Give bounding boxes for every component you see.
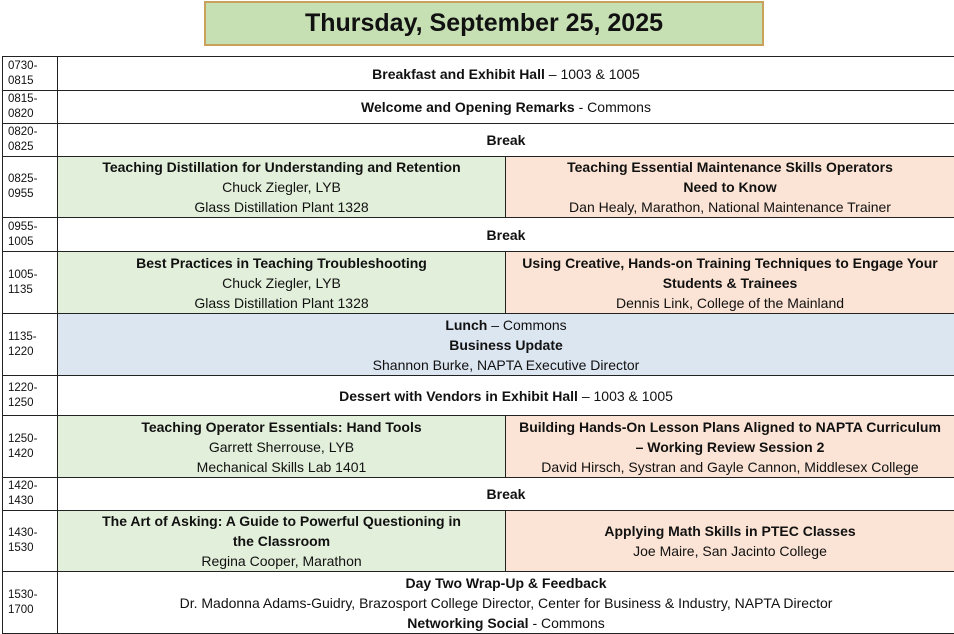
session-presenter: Dr. Madonna Adams-Guidry, Brazosport College Director, Center for Business & Industry, NAPTA Director	[179, 594, 833, 611]
time-end: 0825	[8, 141, 34, 153]
table-row	[3, 416, 954, 478]
session-title: The Art of Asking: A Guide to Powerful Questioning in	[102, 513, 461, 529]
time-cell	[3, 416, 58, 478]
session-presenter: Dennis Link, College of the Mainland	[615, 294, 845, 311]
page-title: Thursday, September 25, 2025	[204, 1, 764, 46]
time-end: 1135	[8, 283, 33, 296]
session-title-cont: – Working Review Session 2	[635, 438, 825, 455]
session-presenter: Dan Healy, Marathon, National Maintenance Trainer	[569, 199, 891, 215]
table-row	[3, 572, 954, 634]
table-row	[3, 376, 954, 416]
session-title-cont: Need to Know	[683, 179, 777, 195]
table-row	[3, 252, 954, 314]
session-title: Lunch	[445, 316, 488, 333]
time-end: 0955	[8, 188, 34, 200]
table-row	[3, 478, 954, 511]
time-start: 1220-	[8, 381, 38, 394]
time-end: 1700	[8, 603, 34, 616]
time-start: 1420-	[8, 480, 38, 492]
session-cell-left	[58, 416, 506, 478]
session-title: Using Creative, Hands-on Training Techniques to Engage Your	[522, 254, 938, 271]
session-cell-left	[58, 252, 506, 314]
time-cell	[3, 57, 58, 91]
time-end: 1220	[8, 345, 34, 358]
session-cell	[58, 57, 954, 91]
session-title: Building Hands-On Lesson Plans Aligned to NAPTA Curriculum	[519, 418, 941, 435]
session-cell-left	[58, 157, 506, 218]
table-row	[3, 124, 954, 157]
table-row	[3, 314, 954, 376]
session-title: Dessert with Vendors in Exhibit Hall	[339, 387, 578, 404]
session-title: Teaching Operator Essentials: Hand Tools	[141, 418, 422, 435]
time-end: 1530	[8, 542, 34, 554]
session-presenter: Chuck Ziegler, LYB	[222, 179, 341, 195]
session-subtitle: Networking Social	[407, 614, 529, 631]
time-end: 0815	[8, 74, 34, 87]
session-title-cont: Students & Trainees	[662, 274, 798, 291]
time-cell	[3, 252, 58, 314]
session-cell	[58, 314, 954, 376]
session-cell	[58, 572, 954, 634]
time-cell	[3, 511, 58, 572]
table-row	[3, 511, 954, 572]
session-cell-left	[58, 511, 506, 572]
time-cell	[3, 157, 58, 218]
time-end: 1430	[8, 495, 34, 507]
time-cell	[3, 218, 58, 252]
session-location: – 1003 & 1005	[577, 387, 673, 404]
time-start: 1530-	[8, 588, 38, 601]
session-presenter: Garrett Sherrouse, LYB	[208, 438, 355, 455]
break-cell	[58, 218, 954, 252]
session-title-cont: the Classroom	[232, 533, 331, 549]
break-cell	[58, 478, 954, 511]
schedule-table	[2, 56, 954, 634]
time-end: 1420	[8, 447, 34, 460]
session-location: Glass Distillation Plant 1328	[194, 294, 369, 311]
time-start: 0815-	[8, 93, 38, 105]
session-presenter: Regina Cooper, Marathon	[201, 553, 362, 569]
session-location: - Commons	[528, 614, 605, 631]
time-start: 1135-	[8, 330, 37, 343]
session-title: Applying Math Skills in PTEC Classes	[604, 523, 856, 539]
session-subtitle: Business Update	[449, 336, 563, 353]
time-start: 0730-	[8, 59, 38, 72]
time-end: 1250	[8, 396, 34, 409]
session-cell	[58, 376, 954, 416]
time-start: 0825-	[8, 173, 38, 185]
break-label: Break	[486, 132, 526, 148]
time-cell	[3, 572, 58, 634]
table-row	[3, 218, 954, 252]
session-location: - Commons	[574, 99, 651, 115]
session-cell-right	[506, 252, 954, 314]
time-cell	[3, 124, 58, 157]
session-title: Breakfast and Exhibit Hall	[372, 65, 545, 82]
time-end: 0820	[8, 108, 34, 120]
session-presenter: David Hirsch, Systran and Gayle Cannon, Middlesex College	[541, 458, 919, 475]
table-row	[3, 57, 954, 91]
session-cell-right	[506, 416, 954, 478]
time-end: 1005	[8, 235, 34, 248]
time-cell	[3, 478, 58, 511]
session-location: Mechanical Skills Lab 1401	[196, 458, 367, 475]
time-start: 0820-	[8, 126, 38, 138]
session-location: Glass Distillation Plant 1328	[194, 199, 369, 215]
session-title: Teaching Essential Maintenance Skills Operators	[567, 159, 893, 175]
time-start: 1250-	[8, 432, 38, 445]
time-start: 0955-	[8, 220, 38, 233]
break-label: Break	[486, 226, 526, 243]
time-cell	[3, 376, 58, 416]
session-title: Welcome and Opening Remarks	[361, 99, 575, 115]
break-cell	[58, 124, 954, 157]
table-row	[3, 157, 954, 218]
session-cell	[58, 91, 954, 124]
session-cell-right	[506, 511, 954, 572]
session-cell-right	[506, 157, 954, 218]
time-cell	[3, 91, 58, 124]
session-presenter: Chuck Ziegler, LYB	[222, 274, 341, 291]
session-location: – 1003 & 1005	[544, 65, 640, 82]
time-start: 1005-	[8, 268, 38, 281]
time-start: 1430-	[8, 527, 38, 539]
break-label: Break	[486, 486, 526, 502]
session-presenter: Joe Maire, San Jacinto College	[633, 543, 827, 559]
session-presenter: Shannon Burke, NAPTA Executive Director	[372, 356, 640, 373]
session-title: Teaching Distillation for Understanding and Retention	[102, 159, 461, 175]
session-location: – Commons	[487, 316, 567, 333]
session-title: Day Two Wrap-Up & Feedback	[405, 574, 607, 591]
session-title: Best Practices in Teaching Troubleshooting	[136, 254, 427, 271]
time-cell	[3, 314, 58, 376]
table-row	[3, 91, 954, 124]
